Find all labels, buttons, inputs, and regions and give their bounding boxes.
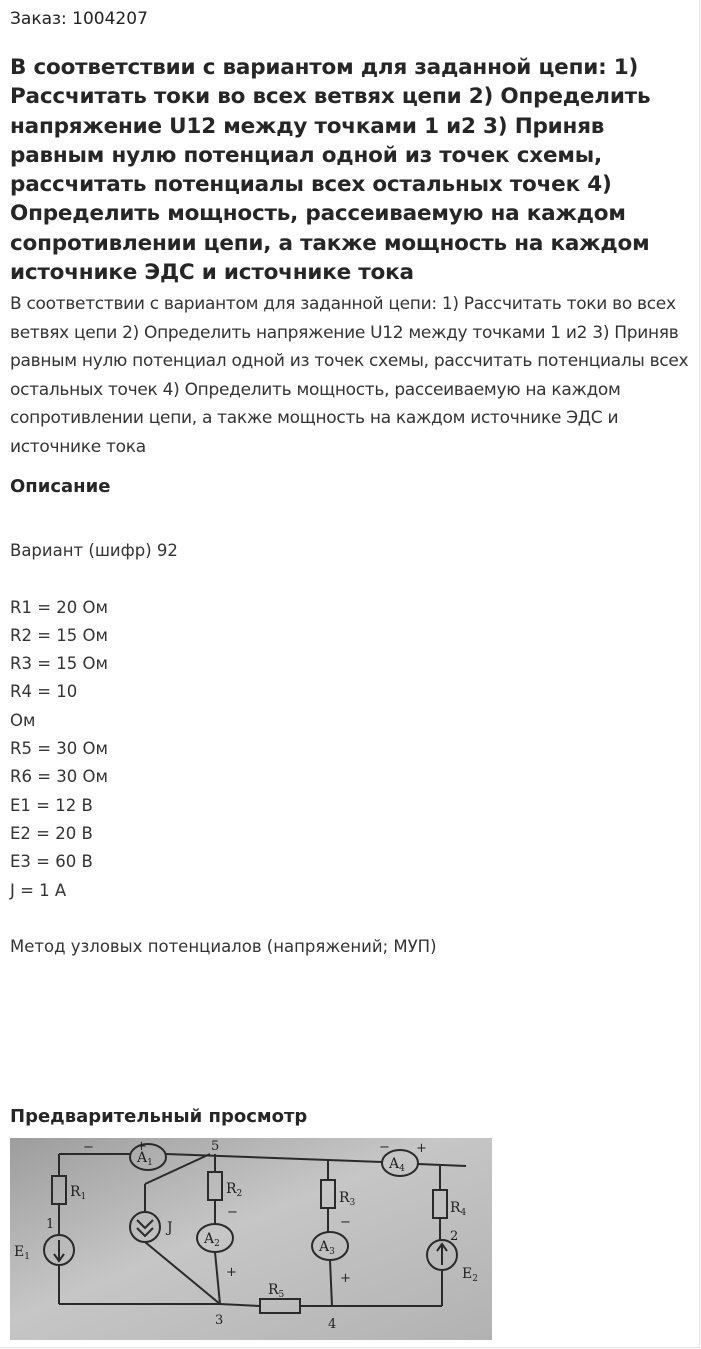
label-e1: $E_1$ <box>14 1244 30 1262</box>
order-number: Заказ: 1004207 <box>10 9 148 29</box>
param-e2: E2 = 20 В <box>10 823 93 843</box>
label-r1: $R_1$ <box>70 1184 87 1202</box>
label-a2: $A_2$ <box>204 1231 220 1249</box>
node-3: 3 <box>215 1313 224 1328</box>
a2-plus: + <box>226 1265 237 1280</box>
node-1: 1 <box>46 1217 55 1232</box>
a1-plus: + <box>136 1139 147 1154</box>
a3-minus: − <box>340 1215 351 1230</box>
param-r5: R5 = 30 Ом <box>10 739 108 759</box>
node-2: 2 <box>450 1229 459 1244</box>
label-j: J <box>167 1220 173 1236</box>
a4-plus: + <box>416 1141 427 1156</box>
blank-line <box>10 905 437 933</box>
param-e3: E3 = 60 В <box>10 852 93 872</box>
task-text: В соответствии с вариантом для заданной цепи: 1) Рассчитать токи во всех ветвях цепи 2) Определить напряжение U12 между точками 1 и2 3) Приняв равным нулю потенциал одной из точек схемы, рассчитать потенциалы всех остальных точек 4) Определить мощность, рассеиваемую на каждом сопротивлении цепи, а также мощность на каждом источнике ЭДС и источнике тока <box>10 294 689 457</box>
variant-line: Вариант (шифр) 92 <box>10 541 178 560</box>
label-a3: $A_3$ <box>319 1239 335 1257</box>
a3-plus: + <box>340 1271 351 1286</box>
description-block <box>10 537 437 961</box>
method-line: Метод узловых потенциалов (напряжений; МУП) <box>10 937 437 957</box>
label-a1: $A_1$ <box>137 1150 153 1168</box>
label-e2: $E_2$ <box>462 1266 478 1284</box>
param-r3: R3 = 15 Ом <box>10 654 108 674</box>
a4-minus: − <box>379 1140 390 1155</box>
photo-background <box>10 1138 492 1340</box>
param-r6: R6 = 30 Ом <box>10 767 108 787</box>
param-r4: R4 = 10 <box>10 682 78 702</box>
node-5: 5 <box>211 1139 220 1154</box>
label-a4: $A_4$ <box>389 1156 405 1174</box>
circuit-preview-image <box>10 1138 492 1340</box>
param-e1: E1 = 12 В <box>10 795 93 815</box>
param-r4-unit: Ом <box>10 710 36 730</box>
page-title: В соответствии с вариантом для заданной цепи: 1) Рассчитать токи во всех ветвях цепи 2) Определить напряжение U12 между точками 1 и2 3) Приняв равным нулю потенциал одной из точек схемы, рассчитать потенциалы всех остальных точек 4) Определить мощность, рассеиваемую на каждом сопротивлении цепи, а также мощность на каждом источнике ЭДС и источнике тока <box>10 55 651 286</box>
a2-minus: − <box>227 1205 238 1220</box>
a1-minus: − <box>83 1140 94 1155</box>
description-heading: Описание <box>10 476 111 497</box>
label-r4: $R_4$ <box>450 1200 467 1218</box>
label-r2: $R_2$ <box>226 1181 243 1199</box>
param-j: J = 1 А <box>10 880 67 900</box>
param-r2: R2 = 15 Ом <box>10 625 108 645</box>
blank-line <box>10 565 437 593</box>
label-r3: $R_3$ <box>339 1190 356 1208</box>
label-r5: $R_5$ <box>268 1282 285 1300</box>
preview-heading: Предварительный просмотр <box>10 1106 308 1127</box>
node-4: 4 <box>328 1317 337 1332</box>
param-r1: R1 = 20 Ом <box>10 597 108 617</box>
